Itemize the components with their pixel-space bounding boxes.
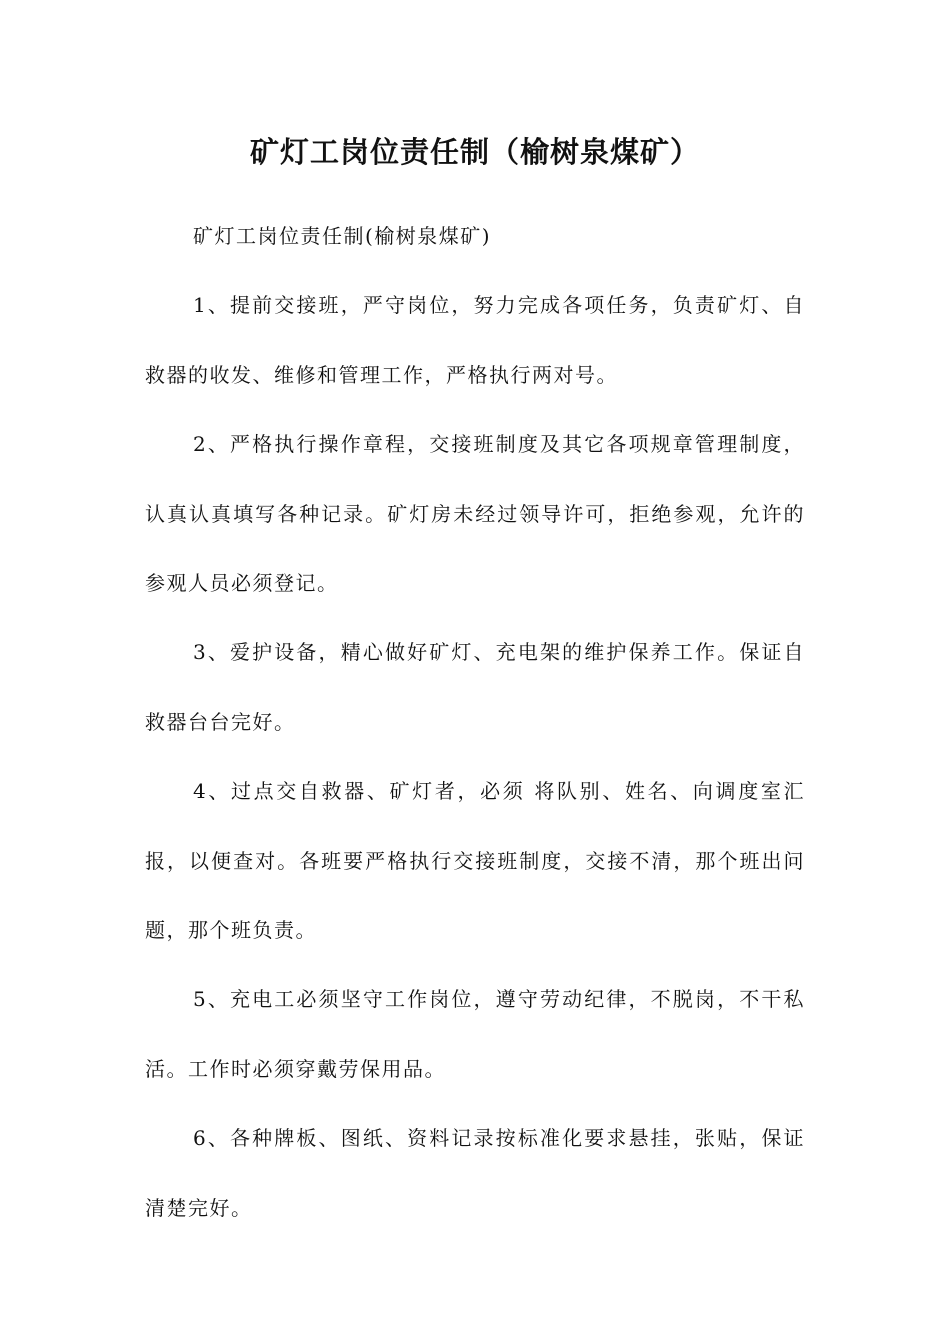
paragraph-subtitle: 矿灯工岗位责任制(榆树泉煤矿) xyxy=(193,224,492,248)
paragraph-item-4: 4、过点交自救器、矿灯者，必须 将队别、姓名、向调度室汇报，以便查对。各班要严格执行交接班制度，交接不清，那个班出问题，那个班负责。 xyxy=(145,779,805,943)
paragraph-item-3: 3、爱护设备，精心做好矿灯、充电架的维护保养工作。保证自救器台台完好。 xyxy=(145,640,805,734)
paragraph-item-2: 2、严格执行操作章程，交接班制度及其它各项规章管理制度，认真认真填写各种记录。矿灯房未经过领导许可，拒绝参观，允许的参观人员必须登记。 xyxy=(145,432,805,596)
paragraph-item-1: 1、提前交接班，严守岗位，努力完成各项任务，负责矿灯、自救器的收发、维修和管理工作，严格执行两对号。 xyxy=(145,293,805,387)
document-body xyxy=(145,202,805,1243)
paragraph-item-6: 6、各种牌板、图纸、资料记录按标准化要求悬挂，张贴，保证清楚完好。 xyxy=(145,1126,805,1220)
document-title: 矿灯工岗位责任制（榆树泉煤矿） xyxy=(249,135,700,169)
paragraph-item-5: 5、充电工必须坚守工作岗位，遵守劳动纪律，不脱岗，不干私活。工作时必须穿戴劳保用品。 xyxy=(145,987,805,1081)
